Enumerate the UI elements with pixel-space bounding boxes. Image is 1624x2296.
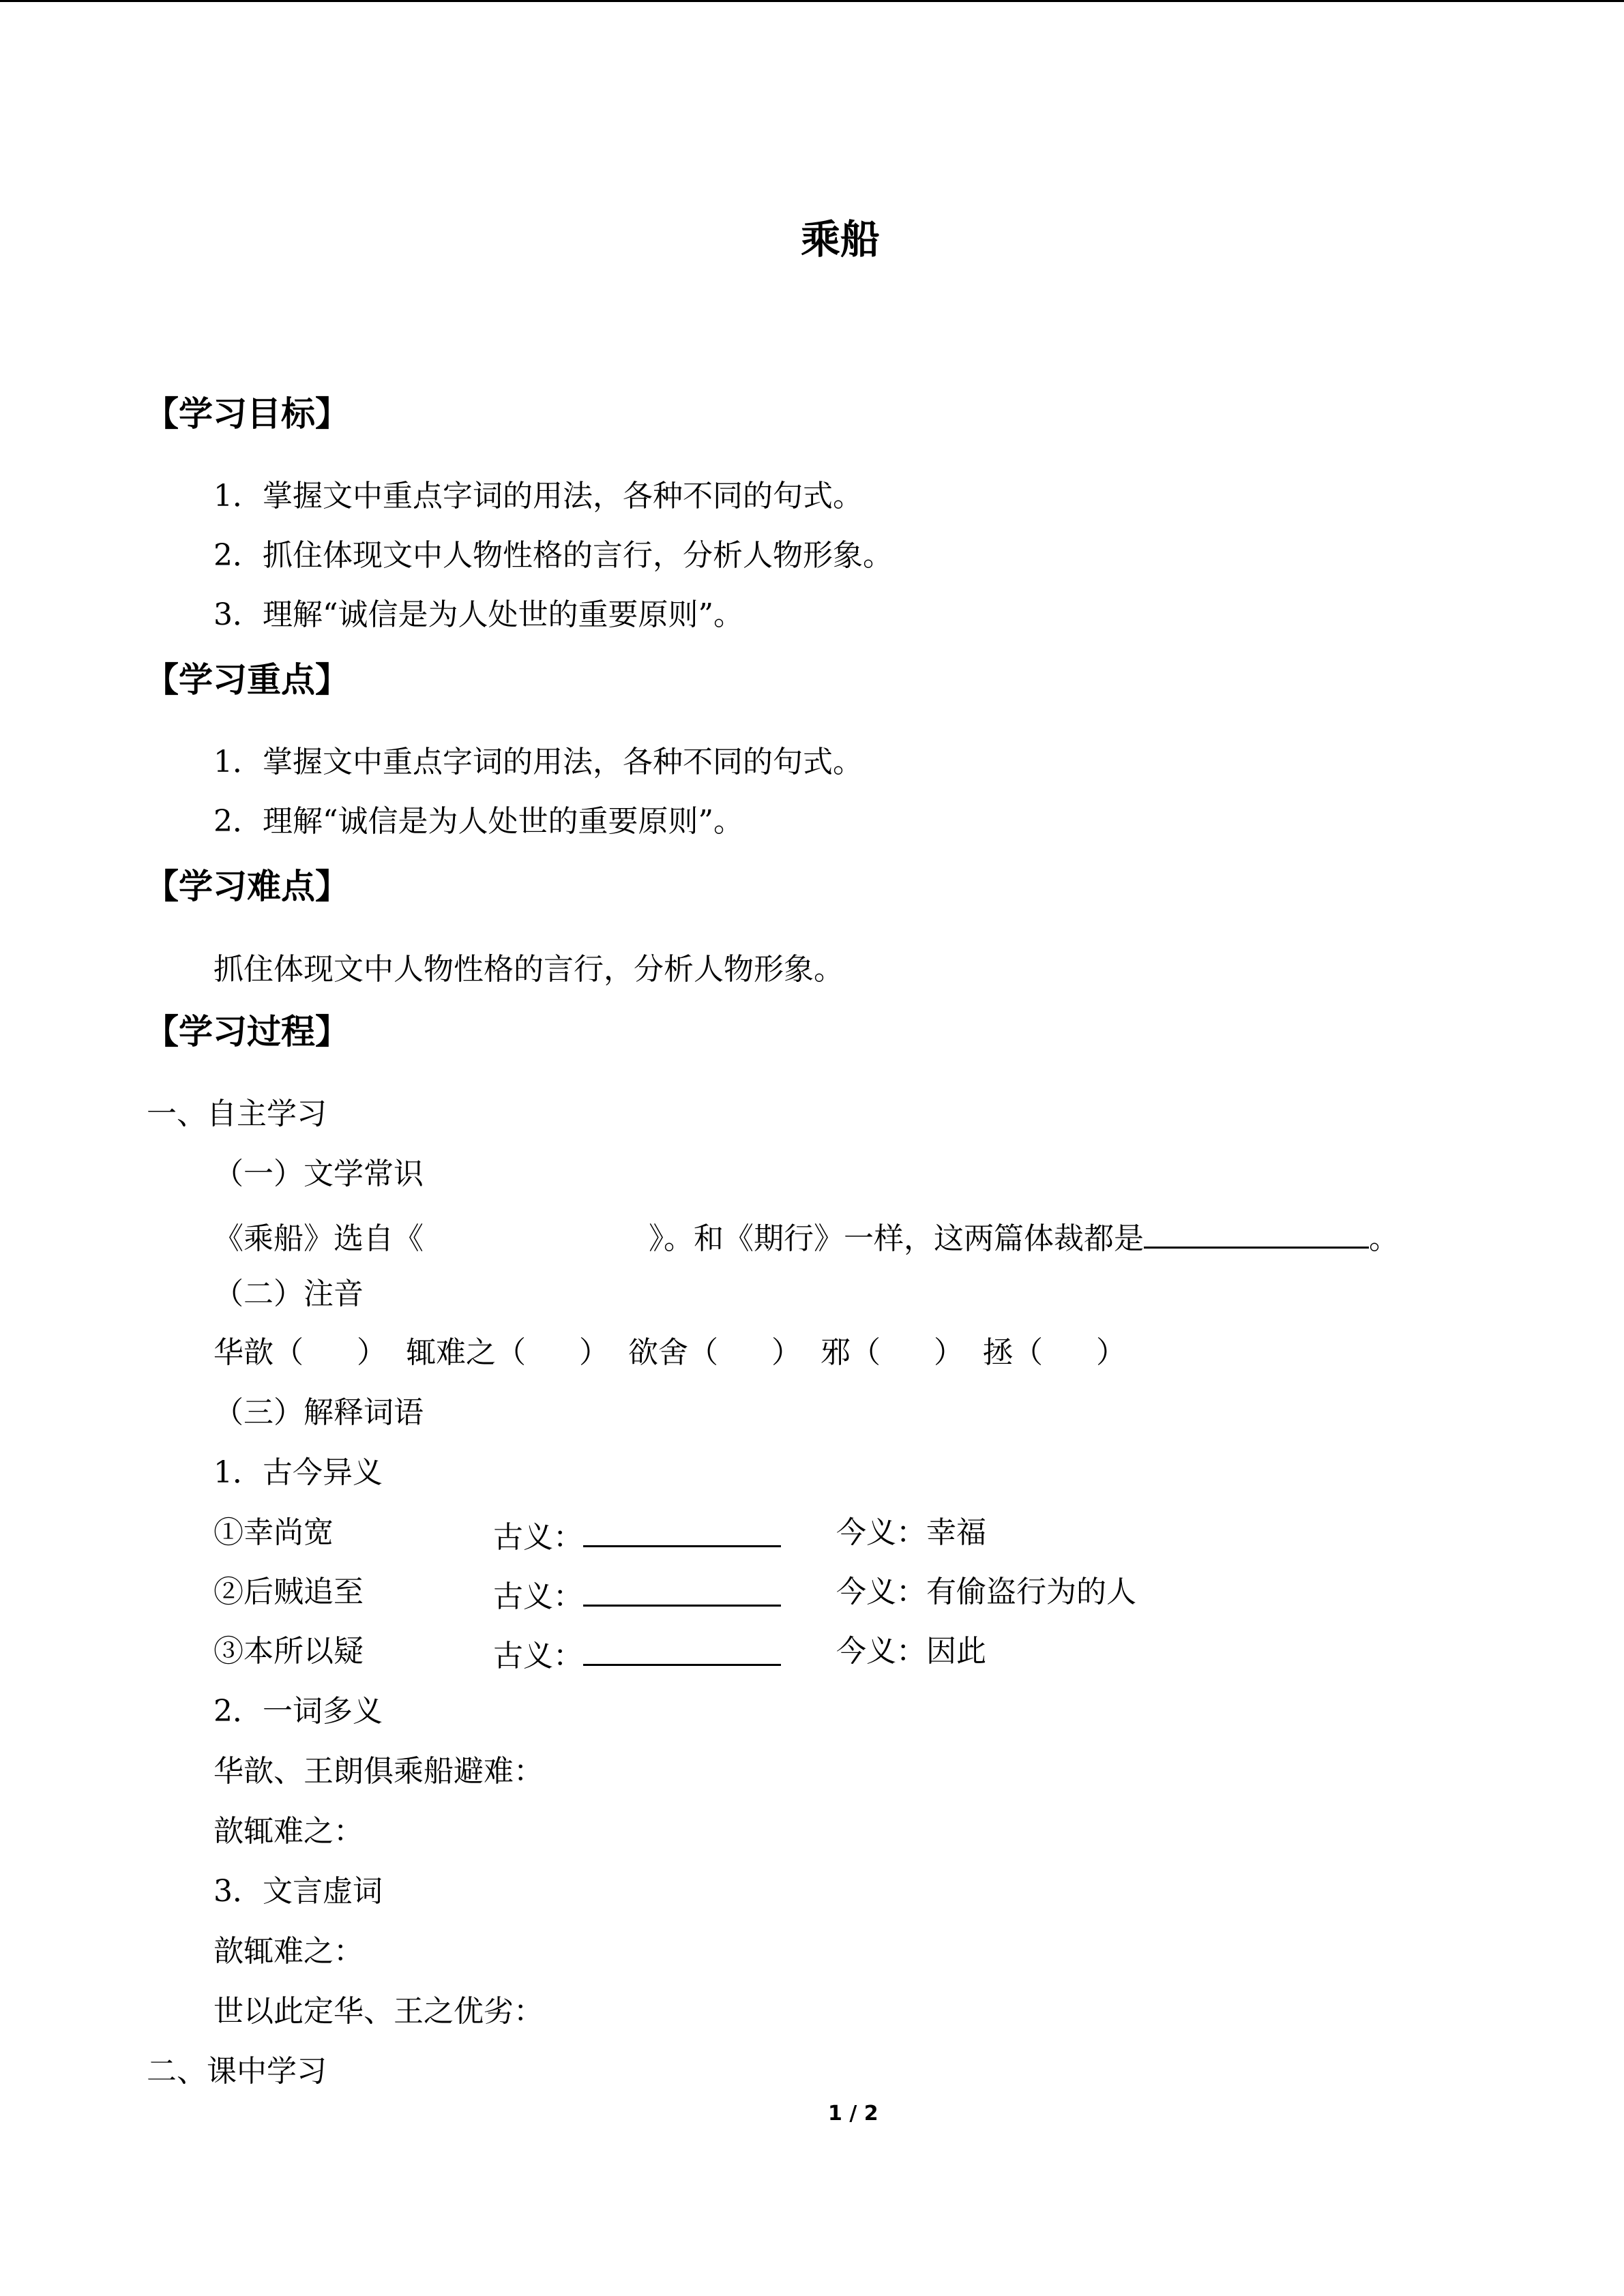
pinyin-item: 拯（ bbox=[983, 1335, 1043, 1370]
pinyin-item: 华歆（ bbox=[213, 1335, 304, 1370]
ancient-meaning bbox=[493, 1577, 781, 1612]
pinyin-item: ） bbox=[579, 1335, 609, 1370]
pinyin-item: ） bbox=[1096, 1335, 1126, 1370]
modern-meaning: 今义：幸福 bbox=[836, 1515, 986, 1550]
literature-title: （一）文学常识 bbox=[213, 1157, 424, 1191]
literature-text-b: 》。和《期行》一样，这两篇体裁都是 bbox=[649, 1221, 1144, 1256]
pinyin-item: 邪（ bbox=[821, 1335, 881, 1370]
words-sub1: 1．古今异义 bbox=[213, 1455, 383, 1490]
pinyin-item: ） bbox=[357, 1335, 387, 1370]
words-title: （三）解释词语 bbox=[213, 1395, 424, 1430]
objective-item: 2．抓住体现文中人物性格的言行，分析人物形象。 bbox=[213, 538, 893, 573]
key-point-item: 2．理解“诚信是为人处世的重要原则”。 bbox=[213, 804, 743, 839]
ancient-label: 古义： bbox=[493, 1639, 583, 1673]
literature-text-a: 《乘船》选自《 bbox=[213, 1221, 424, 1256]
modern-meaning: 今义：有偷盗行为的人 bbox=[836, 1575, 1136, 1609]
page-title: 乘船 bbox=[801, 216, 881, 263]
pinyin-item: ） bbox=[934, 1335, 964, 1370]
objectives-heading: 【学习目标】 bbox=[145, 394, 349, 434]
function-word-line: 歆辄难之： bbox=[213, 1934, 364, 1969]
literature-line bbox=[213, 1219, 1399, 1254]
ancient-modern-word: ②后贼追至 bbox=[213, 1575, 364, 1609]
words-sub2: 2．一词多义 bbox=[213, 1694, 383, 1729]
pinyin-item: ） bbox=[771, 1335, 801, 1370]
ancient-modern-word: ③本所以疑 bbox=[213, 1634, 364, 1669]
ancient-label: 古义： bbox=[493, 1520, 583, 1555]
ancient-label: 古义： bbox=[493, 1579, 583, 1614]
ancient-blank bbox=[583, 1518, 781, 1547]
objective-item: 3．理解“诚信是为人处世的重要原则”。 bbox=[213, 597, 743, 632]
objective-item: 1．掌握文中重点字词的用法，各种不同的句式。 bbox=[213, 479, 863, 513]
difficulties-heading: 【学习难点】 bbox=[145, 867, 349, 906]
top-border-line bbox=[0, 0, 1624, 2]
genre-blank bbox=[1144, 1219, 1369, 1249]
ancient-blank bbox=[583, 1637, 781, 1666]
literature-text-c: 。 bbox=[1369, 1221, 1399, 1256]
words-sub3: 3．文言虚词 bbox=[213, 1874, 383, 1909]
ancient-meaning bbox=[493, 1518, 781, 1553]
ancient-modern-word: ①幸尚宽 bbox=[213, 1515, 334, 1550]
difficulties-text: 抓住体现文中人物性格的言行，分析人物形象。 bbox=[213, 952, 844, 987]
polysemy-line: 歆辄难之： bbox=[213, 1814, 364, 1849]
ancient-meaning bbox=[493, 1637, 781, 1671]
pinyin-item: 欲舍（ bbox=[628, 1335, 718, 1370]
part1-title: 一、自主学习 bbox=[147, 1097, 327, 1131]
pinyin-title: （二）注音 bbox=[213, 1277, 364, 1311]
part2-title: 二、课中学习 bbox=[147, 2054, 327, 2089]
key-point-item: 1．掌握文中重点字词的用法，各种不同的句式。 bbox=[213, 745, 863, 779]
pinyin-item: 辄难之（ bbox=[406, 1335, 526, 1370]
polysemy-line: 华歆、王朗俱乘船避难： bbox=[213, 1754, 544, 1789]
ancient-blank bbox=[583, 1577, 781, 1607]
pinyin-line bbox=[213, 1335, 1126, 1370]
function-word-line: 世以此定华、王之优劣： bbox=[213, 1994, 544, 2029]
key-points-heading: 【学习重点】 bbox=[145, 660, 349, 700]
page-number: 1 / 2 bbox=[828, 2102, 879, 2126]
process-heading: 【学习过程】 bbox=[145, 1012, 349, 1052]
modern-meaning: 今义：因此 bbox=[836, 1634, 986, 1669]
